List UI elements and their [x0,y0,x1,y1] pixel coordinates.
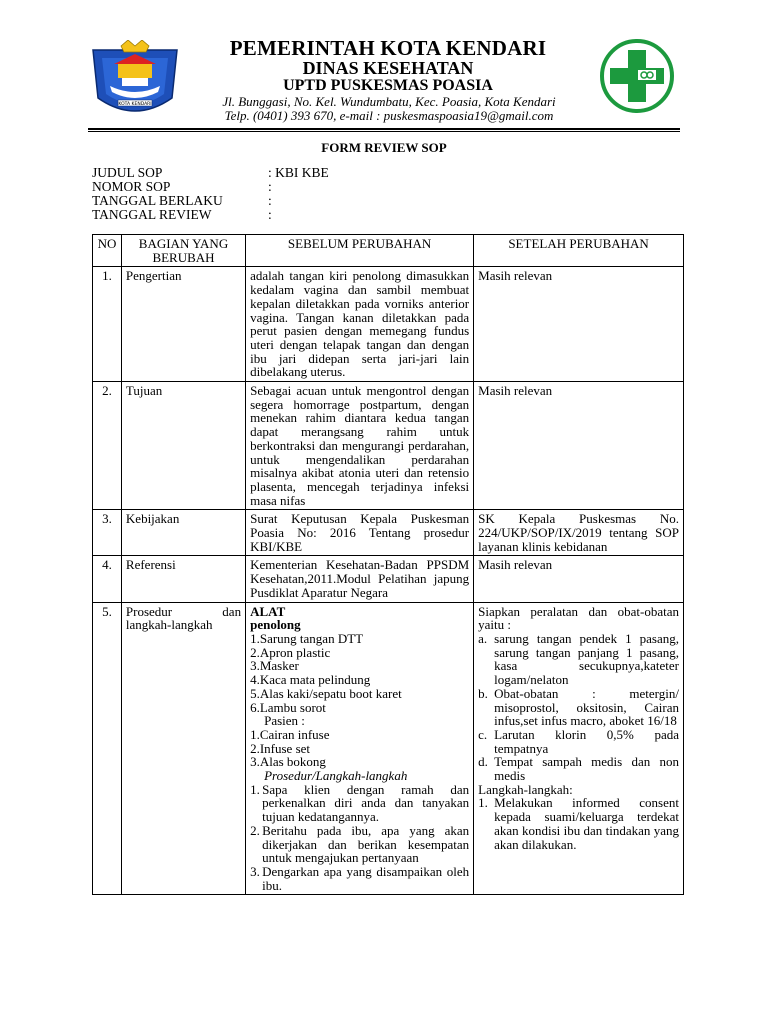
list-text: Tempat sampah medis dan non medis [494,754,679,784]
form-title: FORM REVIEW SOP [321,140,447,155]
list-letter: c. [478,726,488,742]
cell-sebelum: Surat Keputusan Kepala Puskesman Poasia No: 2016 Tentang prosedur KBI/KBE [246,510,474,556]
table-row [93,382,684,510]
list-letter: d. [478,754,488,770]
table-header-row [93,235,684,267]
list-item [478,755,679,782]
list-item [250,824,469,865]
list-letter: a. [478,630,488,646]
puskesmas-logo [598,38,676,114]
cell-setelah: SK Kepala Puskesmas No. 224/UKP/SOP/IX/2019 tentang SOP layanan klinis kebidanan [474,510,684,556]
list-item: 5.Alas kaki/sepatu boot karet [250,685,402,701]
list-number: 1. [478,795,488,811]
cell-setelah: Masih relevan [474,556,684,602]
list-item [478,687,679,728]
meta-label: TANGGAL BERLAKU [92,193,223,208]
list-item [478,728,679,755]
list-item: 1.Cairan infuse [250,726,330,742]
cell-bagian: Kebijakan [121,510,245,556]
cell-no: 1. [93,267,122,382]
list-item [478,632,679,687]
cell-bagian: Pengertian [121,267,245,382]
header-address: Jl. Bunggasi, No. Kel. Wundumbatu, Kec. Poasia, Kota Kendari [222,94,556,109]
list-number: 3. [250,863,260,879]
cell-no: 2. [93,382,122,510]
list-item: 2.Apron plastic [250,644,331,660]
cell-no: 4. [93,556,122,602]
cell-setelah-prosedur [474,602,684,895]
list-number: 2. [250,822,260,838]
list-number: 1. [250,781,260,797]
header-department-name: DINAS KESEHATAN [302,58,474,78]
list-item: 4.Kaca mata pelindung [250,672,371,688]
cell-sebelum: Kementerian Kesehatan-Badan PPSDM Kesehatan,2011.Modul Pelatihan japung Pusdiklat Aparatur Negara [246,556,474,602]
meta-value: : KBI KBE [268,165,329,180]
city-emblem-logo [88,40,182,118]
meta-label: NOMOR SOP [92,179,171,194]
list-item: 1.Sarung tangan DTT [250,630,364,646]
header-no: NO [93,235,122,267]
cell-sebelum: adalah tangan kiri penolong dimasukkan kedalam vagina dan sambil membuat kepalan diletakkan pada vorniks anterior vagina. Tangan kanan diletakkan pada perut pasien dengan memegang fundus uteri dengan telapak tangan dan dengan ibu jari didepan serta jari-jari lain dibelakang uterus. [246,267,474,382]
header-setelah: SETELAH PERUBAHAN [474,235,684,267]
pasien-title: Pasien : [264,713,305,729]
table-row [93,602,684,895]
header-unit-name: UPTD PUSKESMAS POASIA [283,77,493,94]
list-text: Dengarkan apa yang disampaikan oleh ibu. [262,863,470,893]
list-text: Obat-obatan : metergin/ misoprostol, oksitosin, Cairan infus,set infus macro, aboket 16/18 [494,685,679,729]
table-row [93,510,684,556]
list-text: Beritahu pada ibu, apa yang akan dikerjakan dan berikan kesempatan untuk mengajukan pertanyaan [262,822,470,866]
list-item [478,796,679,851]
meta-value: : [268,207,272,222]
cell-setelah: Masih relevan [474,382,684,510]
cell-setelah: Masih relevan [474,267,684,382]
cell-bagian: Referensi [121,556,245,602]
svg-text:KOTA KENDARI: KOTA KENDARI [118,102,152,107]
list-item: 3.Alas bokong [250,754,326,770]
header-bagian: BAGIAN YANG BERUBAH [121,235,245,267]
cell-sebelum-prosedur [246,602,474,895]
list-item [250,865,469,892]
cell-bagian: Tujuan [121,382,245,510]
table-row [93,267,684,382]
cell-sebelum: Sebagai acuan untuk mengontrol dengan segera homorrage postpartum, dengan menekan rahim diantara kedua tangan dapat merangsang rahim untuk berkontraksi dan mengurangi perdarahan, untuk mengendalikan perdarahan misalnya akibat atonia uteri dan retensio plasenta, mencegah terjadinya infeksi masa nifas [246,382,474,510]
penolong-title: penolong [250,617,301,633]
prosedur-title: Prosedur/Langkah-langkah [264,768,408,784]
header-divider-thin [88,131,680,132]
header-divider [88,128,680,130]
list-item: 6.Lambu sorot [250,699,326,715]
list-text: Sapa klien dengan ramah dan perkenalkan diri anda dan tanyakan tujuan kedatangannya. [262,781,470,825]
meta-value: : [268,179,272,194]
langkah-title: Langkah-langkah: [478,781,573,797]
cell-no: 5. [93,602,122,895]
header-government-name: PEMERINTAH KOTA KENDARI [229,36,547,60]
list-text: sarung tangan pendek 1 pasang, sarung tangan panjang 1 pasang, kasa secukupnya,kateter logam/nelaton [494,630,679,688]
list-item: 2.Infuse set [250,740,311,756]
review-table [92,234,684,895]
list-item: 3.Masker [250,658,299,674]
header-contact: Telp. (0401) 393 670, e-mail : puskesmaspoasia19@gmail.com [224,108,554,123]
cell-bagian: Prosedur dan langkah-langkah [121,602,245,895]
list-text: Larutan klorin 0,5% pada tempatnya [494,726,679,756]
meta-label: JUDUL SOP [92,165,163,180]
meta-value: : [268,193,272,208]
alat-title: ALAT [250,603,286,619]
setelah-intro: Siapkan peralatan dan obat-obatan yaitu : [478,603,679,633]
meta-label: TANGGAL REVIEW [92,207,212,222]
header-sebelum: SEBELUM PERUBAHAN [246,235,474,267]
table-row [93,556,684,602]
cell-no: 3. [93,510,122,556]
list-item [250,783,469,824]
list-text: Melakukan informed consent kepada suami/keluarga terdekat akan kondisi ibu dan tindakan yang akan dilakukan. [494,795,679,852]
list-letter: b. [478,685,488,701]
